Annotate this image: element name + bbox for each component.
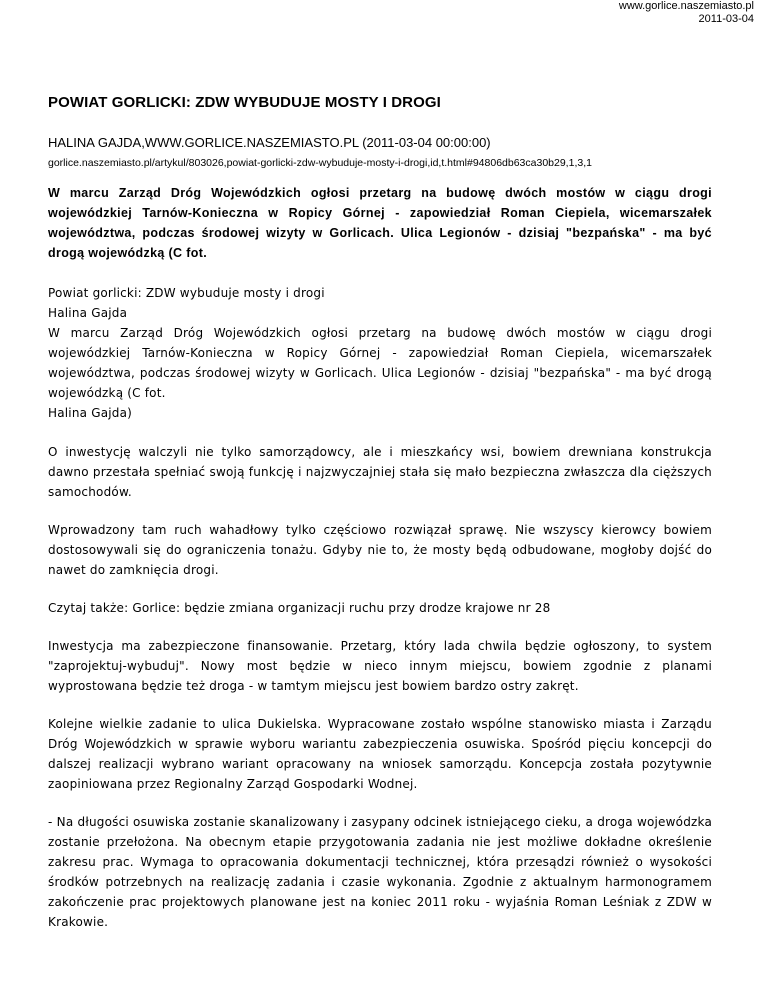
- author-line: HALINA GAJDA,WWW.GORLICE.NASZEMIASTO.PL (2011-03-04 00:00:00): [48, 135, 491, 150]
- caption-title: Powiat gorlicki: ZDW wybuduje mosty i drogi: [48, 286, 325, 300]
- article: [48, 94, 712, 932]
- article-lead: W marcu Zarząd Dróg Wojewódzkich ogłosi przetarg na budowę dwóch mostów w ciągu drogi wojewódzkiej Tarnów-Konieczna w Ropicy Górnej - zapowiedział Roman Ciepiela, wicemarszałek województwa, podczas środowej wizyty w Gorlicach. Ulica Legionów - dzisiaj "bezpańska" - ma być drogą wojewódzką (C fot.: [48, 186, 712, 260]
- article-url: gorlice.naszemiasto.pl/artykul/803026,powiat-gorlicki-zdw-wybuduje-mosty-i-drogi,id,t.html#94806db63ca30b29,1,3,1: [48, 157, 592, 169]
- site-name: www.gorlice.naszemiasto.pl: [618, 0, 754, 12]
- paragraph-4: Kolejne wielkie zadanie to ulica Dukielska. Wypracowane zostało wspólne stanowisko miasta i Zarządu Dróg Wojewódzkich w sprawie wyboru wariantu zabezpieczenia osuwiska. Spośród pięciu koncepcji do dalszej realizacji wybrano wariant opracowany na wniosek samorządu. Koncepcja została pozytywnie zaopiniowana przez Regionalny Zarząd Gospodarki Wodnej.: [48, 717, 712, 791]
- photo-caption: [48, 283, 712, 423]
- paragraph-5: - Na długości osuwiska zostanie skanalizowany i zasypany odcinek istniejącego cieku, a droga wojewódzka zostanie przełożona. Na obecnym etapie przygotowania zadania nie jest możliwe dokładne określenie zakresu prac. Wymaga to opracowania dokumentacji technicznej, która przesądzi również o wysokości środków potrzebnych na realizację zadania i czasie wykonania. Zgodnie z aktualnym harmonogramem zakończenie prac projektowych planowane jest na koniec 2011 roku - wyjaśnia Roman Leśniak z ZDW w Krakowie.: [48, 815, 712, 929]
- caption-author: Halina Gajda: [48, 306, 128, 320]
- caption-text: W marcu Zarząd Dróg Wojewódzkich ogłosi przetarg na budowę dwóch mostów w ciągu drogi wojewódzkiej Tarnów-Konieczna w Ropicy Górnej - zapowiedział Roman Ciepiela, wicemarszałek województwa, podczas środowej wizyty w Gorlicach. Ulica Legionów - dzisiaj "bezpańska" - ma być drogą wojewódzką (C fot.: [48, 326, 712, 400]
- paragraph-2: Wprowadzony tam ruch wahadłowy tylko częściowo rozwiązał sprawę. Nie wszyscy kierowcy bowiem dostosowywali się do ograniczenia tonażu. Gdyby nie to, że mosty będą odbudowane, mogłoby dojść do nawet do zamknięcia drogi.: [48, 523, 712, 577]
- page-header: [619, 0, 754, 26]
- paragraph-3: Inwestycja ma zabezpieczone finansowanie. Przetarg, który lada chwila będzie ogłoszony, to system "zaprojektuj-wybuduj". Nowy most będzie w nieco innym miejscu, bowiem zgodnie z planami wyprostowana będzie też droga - w tamtym miejscu jest bowiem bardzo ostry zakręt.: [48, 639, 712, 693]
- read-also-link[interactable]: Czytaj także: Gorlice: będzie zmiana organizacji ruchu przy drodze krajowe nr 28: [48, 601, 551, 615]
- paragraph-1: O inwestycję walczyli nie tylko samorządowcy, ale i mieszkańcy wsi, bowiem drewniana konstrukcja dawno przestała spełniać swoją funkcję i najzwyczajniej stała się mało bezpieczna zwłaszcza dla cięższych samochodów.: [48, 445, 712, 499]
- header-date: 2011-03-04: [698, 13, 754, 25]
- article-title: POWIAT GORLICKI: ZDW WYBUDUJE MOSTY I DROGI: [48, 94, 441, 111]
- caption-credit: Halina Gajda): [48, 406, 133, 420]
